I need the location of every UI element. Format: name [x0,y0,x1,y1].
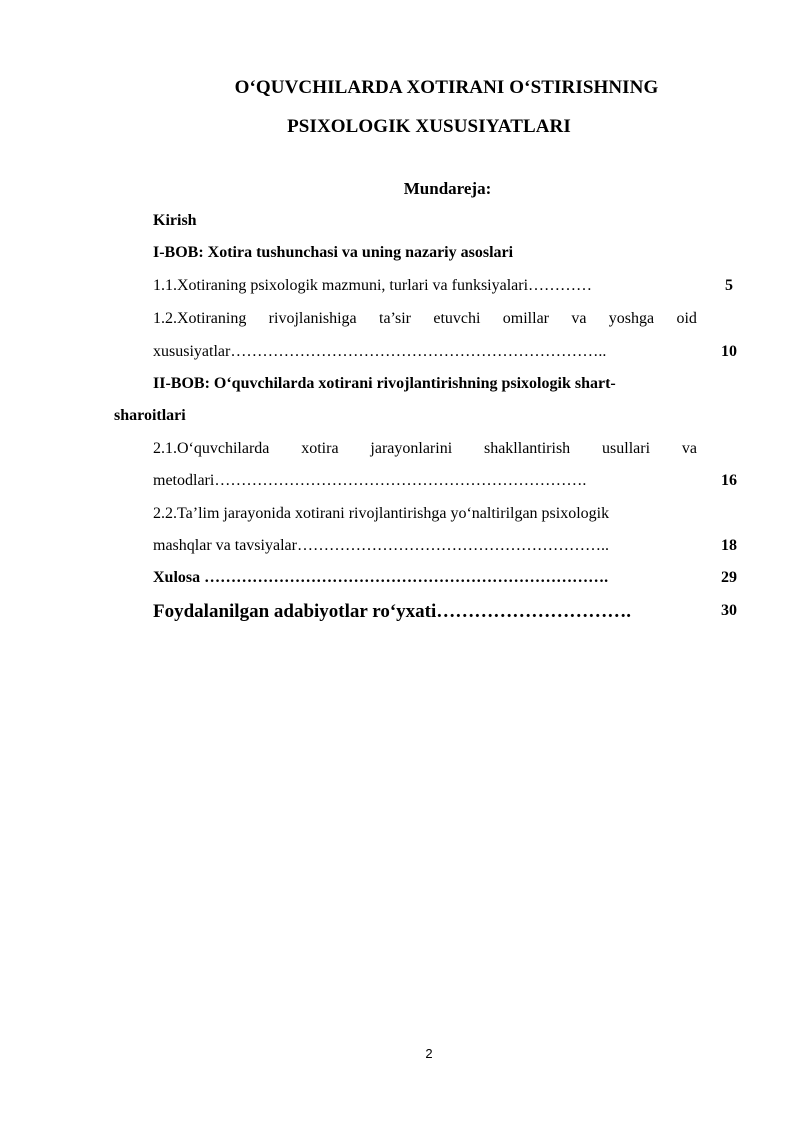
toc-page-xulosa: 29 [721,569,737,586]
toc-entry-xulosa: Xulosa …………………………………………………………………. [153,569,609,586]
toc-heading: Mundareja: [403,179,492,198]
toc-chapter-2: II-BOB: O‘quvchilarda xotirani rivojlantirishning psixologik shart- [153,375,616,392]
toc-word: va [571,310,587,327]
toc-page-1-2: 10 [721,343,737,360]
toc-word: ta’sir [379,310,411,327]
document-title-line-1: O‘QUVCHILARDA XOTIRANI O‘STIRISHNING [234,77,659,98]
toc-section-2-1 [153,439,697,459]
toc-section-2-1-continued: metodlari……………………………………………………………. [153,472,587,489]
toc-word: rivojlanishiga [268,310,357,327]
toc-word: usullari [602,440,651,457]
toc-word: 2.1.O‘quvchilarda [153,440,270,457]
toc-section-1-1: 1.1.Xotiraning psixologik mazmuni, turlari va funksiyalari………… [153,277,593,294]
toc-entry-kirish: Kirish [153,212,197,229]
toc-word: oid [676,310,697,327]
toc-section-2-2-continued: mashqlar va tavsiyalar………………………………………………….. [153,537,609,554]
toc-section-2-2: 2.2.Ta’lim jarayonida xotirani rivojlantirishga yo‘naltirilgan psixologik [153,505,610,522]
toc-page-1-1: 5 [725,277,733,294]
toc-page-references: 30 [721,602,737,619]
page-number: 2 [425,1046,433,1061]
toc-word: omillar [502,310,549,327]
toc-word: yoshga [608,310,655,327]
toc-word: jarayonlarini [370,440,453,457]
toc-section-1-2 [153,309,697,329]
toc-section-1-2-continued: xususiyatlar…………………………………………………………….. [153,343,607,360]
toc-chapter-1: I-BOB: Xotira tushunchasi va uning nazariy asoslari [153,244,514,261]
toc-page-2-2: 18 [721,537,737,554]
toc-word: xotira [301,440,339,457]
toc-page-2-1: 16 [721,472,737,489]
toc-word: 1.2.Xotiraning [153,310,247,327]
toc-word: shakllantirish [483,440,571,457]
toc-chapter-2-continued: sharoitlari [114,407,186,424]
toc-word: etuvchi [433,310,481,327]
toc-word: va [681,440,697,457]
document-title-line-2: PSIXOLOGIK XUSUSIYATLARI [287,116,571,137]
toc-entry-references: Foydalanilgan adabiyotlar ro‘yxati…………………………. [153,601,632,622]
